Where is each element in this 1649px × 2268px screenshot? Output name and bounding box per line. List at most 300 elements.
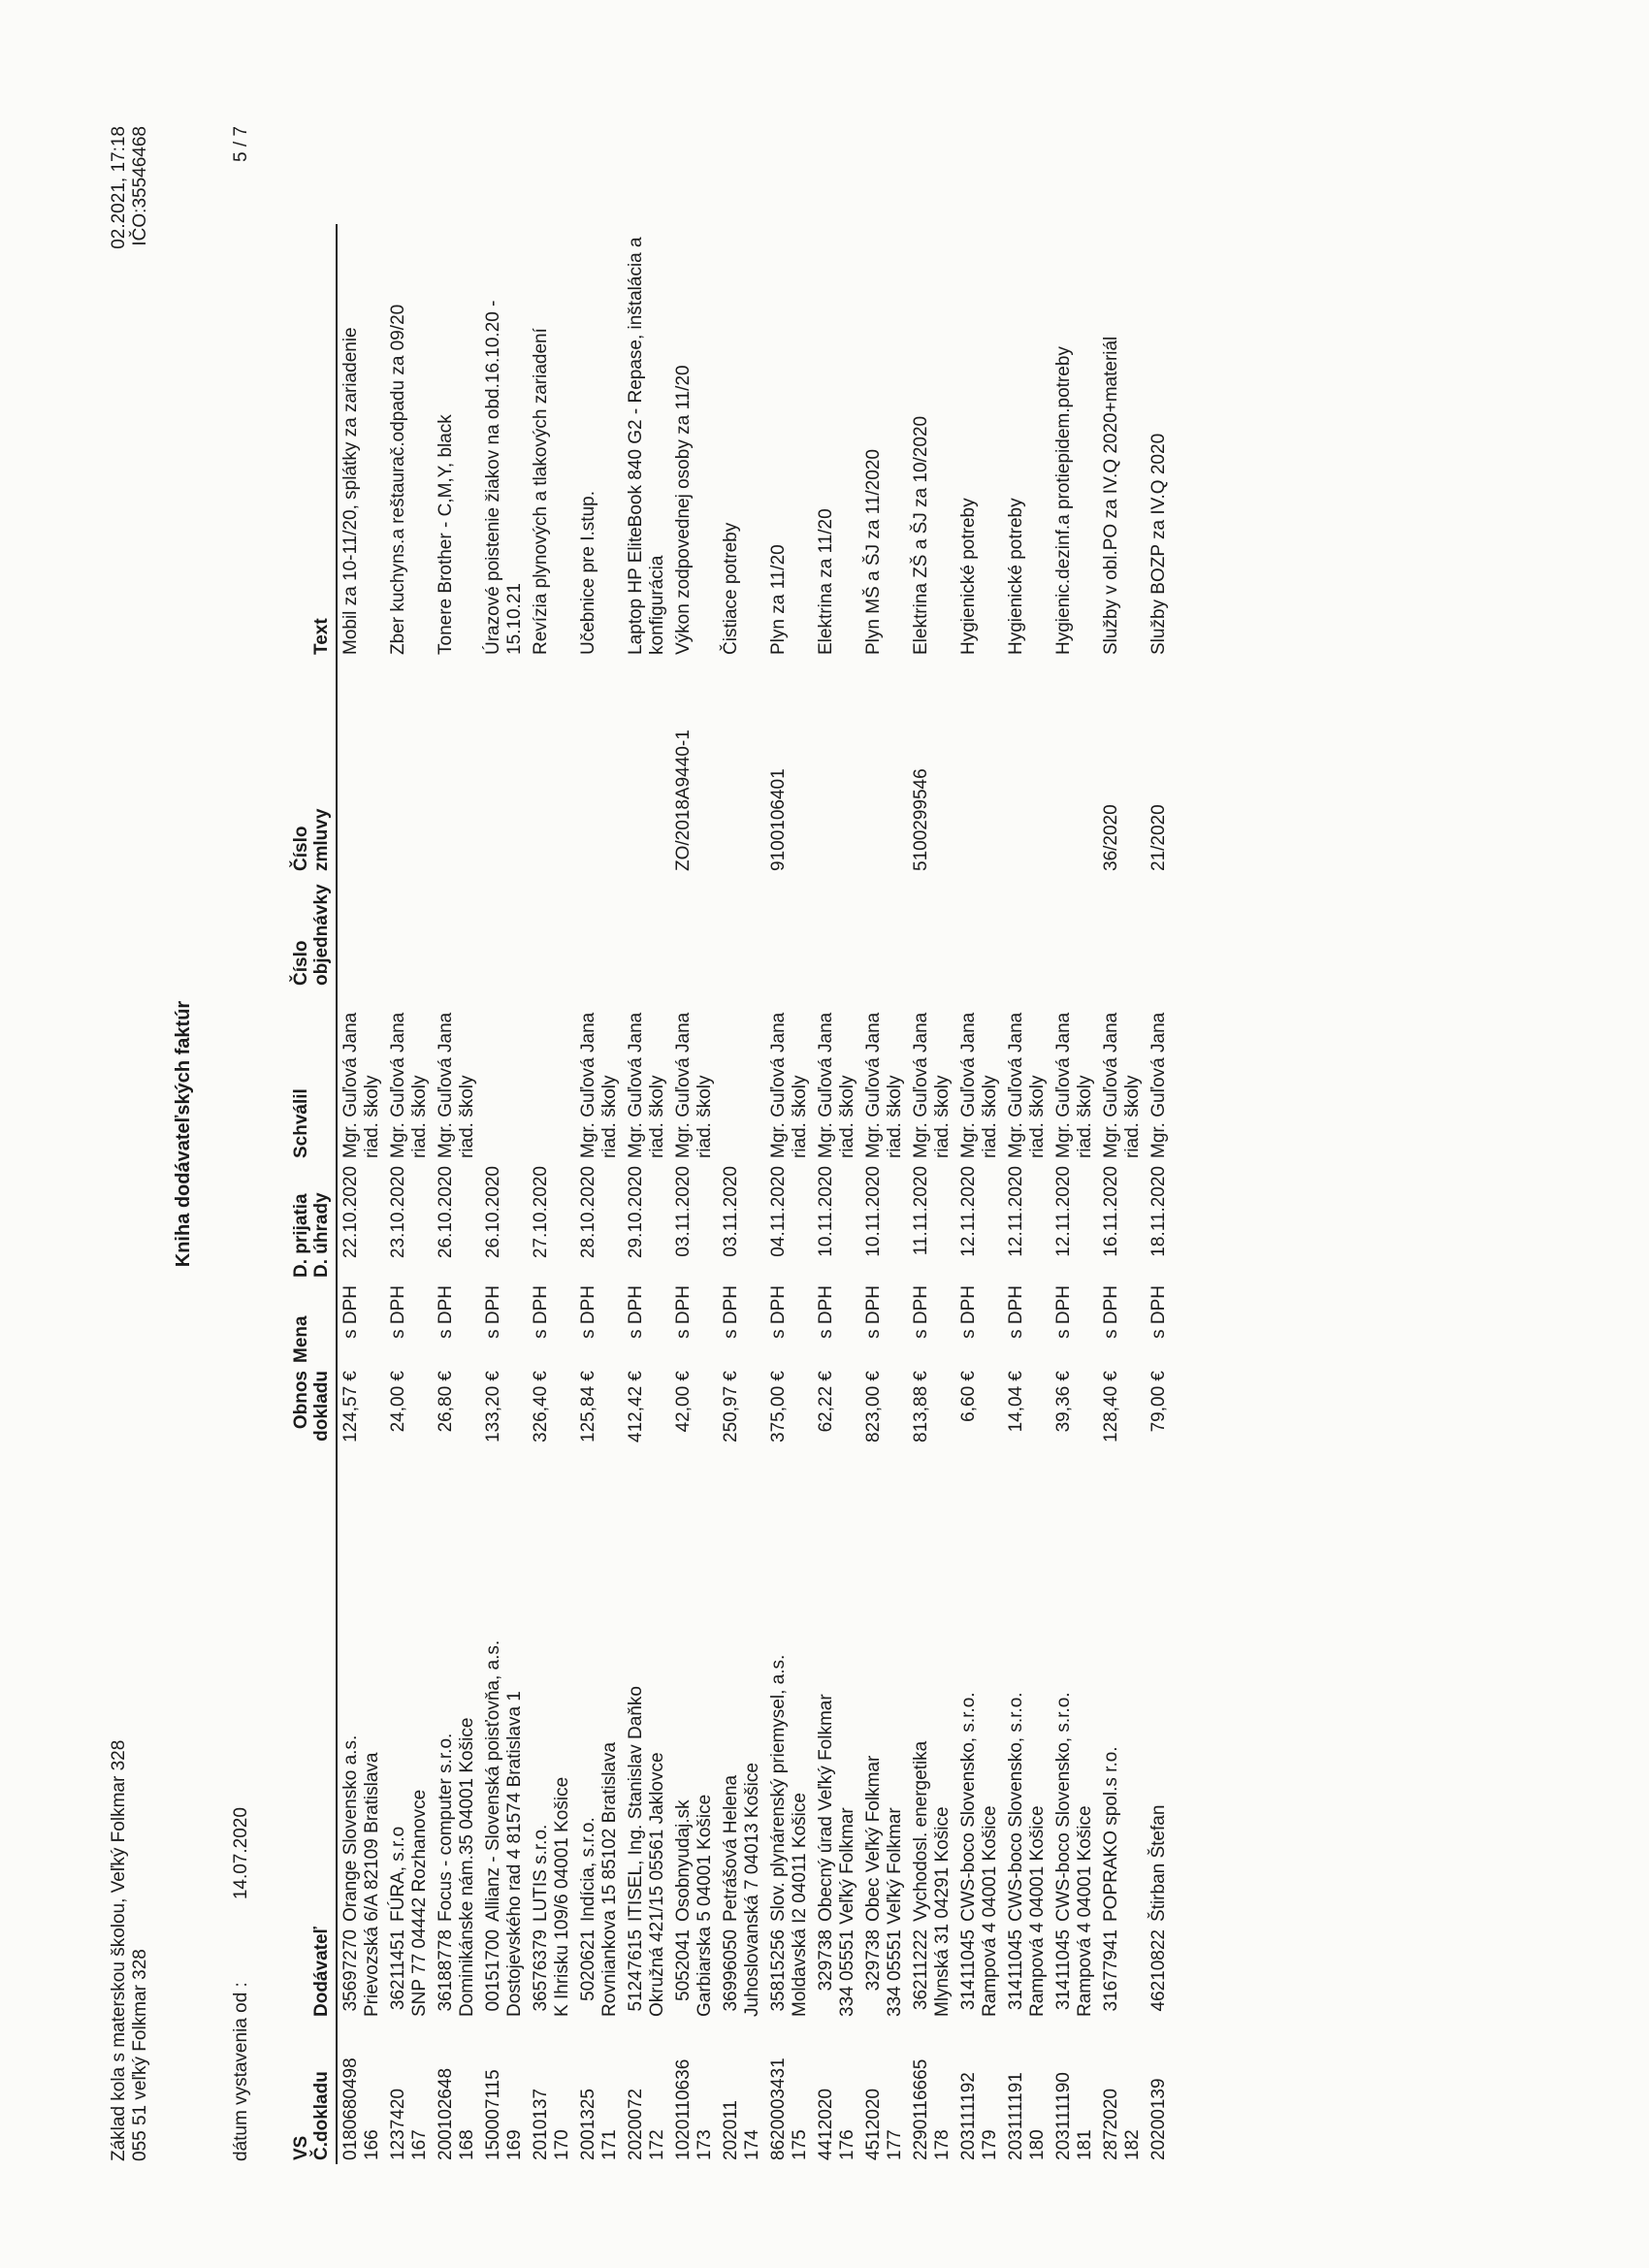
col-amount: Obnos dokladu (291, 1371, 332, 1442)
vs-number: 202011 (721, 2100, 741, 2160)
vs-number: 203111191 (1006, 2072, 1026, 2160)
receipt-date: 27.10.2020 (531, 1166, 551, 1259)
receipt-date: 11.11.2020 (911, 1166, 931, 1256)
supplier-ico: 35697270 (340, 1929, 361, 2012)
description: Elektrina ZŠ a ŠJ za 10/2020 (911, 415, 931, 655)
amount: 813,88 € (911, 1371, 931, 1442)
document-title: Kniha dodávateľských faktúr (173, 1000, 194, 1268)
contract-number: 5100299546 (911, 768, 931, 871)
table-row (1003, 224, 1051, 2164)
amount: 39,36 € (1053, 1371, 1074, 1433)
receipt-date: 26.10.2020 (483, 1166, 503, 1259)
contract-number: 36/2020 (1101, 804, 1121, 871)
amount: 133,20 € (483, 1371, 503, 1442)
amount: 125,84 € (578, 1371, 598, 1442)
amount: 412,42 € (626, 1371, 646, 1442)
supplier-name: Štirban Štefan (1148, 1804, 1169, 1922)
table-row (623, 224, 670, 2164)
supplier-cell (955, 1472, 1003, 2021)
supplier-ico: 35815256 (768, 1929, 789, 2012)
order-number (575, 875, 623, 989)
vs-cell (1146, 2021, 1172, 2164)
supplier-address: SNP 77 04442 Rozhanovce (409, 1789, 430, 2017)
vs-number: 1237420 (388, 2089, 408, 2160)
supplier-name: Slov. plynárenský priemysel, a.s. (768, 1654, 789, 1922)
contract-number: ZO/2018A9440-1 (673, 729, 694, 871)
supplier-cell (860, 1472, 908, 2021)
school-line-1: Základ kola s materskou školou, Veľký Folkmar 328 (109, 1739, 129, 2161)
currency: s DPH (958, 1285, 979, 1339)
approver-role: riad. školy (837, 1075, 857, 1158)
vs-number: 200102648 (436, 2067, 456, 2160)
vs-cell (575, 2021, 623, 2164)
supplier-name: Obecný úrad Veľký Folkmar (816, 1694, 836, 1922)
supplier-address: Dostojevského rad 4 81574 Bratislava 1 (504, 1691, 525, 2017)
approved-by: Mgr. Guľová Jana (816, 1012, 836, 1158)
currency: s DPH (388, 1285, 408, 1339)
doc-number: 178 (932, 2129, 953, 2160)
contract-number (480, 659, 528, 875)
vs-cell (1098, 2021, 1146, 2164)
supplier-ico: 329738 (863, 1929, 884, 1992)
contract-number: 21/2020 (1148, 804, 1169, 871)
vs-number: 20200139 (1148, 2078, 1169, 2160)
amount: 79,00 € (1148, 1371, 1169, 1433)
approver-role: riad. školy (599, 1075, 620, 1158)
table-row (575, 224, 623, 2164)
table-row (860, 224, 908, 2164)
vs-number: 2010137 (531, 2089, 551, 2160)
description: Hygienické potreby (1006, 498, 1026, 655)
order-number (433, 875, 480, 989)
vs-number: 0180680498 (340, 2057, 361, 2160)
doc-number: 169 (504, 2129, 525, 2160)
col-vs: VS Č.dokladu (291, 2071, 332, 2160)
description: Elektrina za 11/20 (816, 508, 836, 655)
doc-number: 172 (647, 2129, 667, 2160)
currency: s DPH (911, 1285, 931, 1339)
approved-cell (765, 989, 813, 1162)
order-number (1003, 875, 1051, 989)
approver-role: riad. školy (1075, 1075, 1095, 1158)
order-number (718, 875, 765, 989)
supplier-cell (1051, 1472, 1098, 2021)
date-filter-value: 14.07.2020 (231, 1807, 251, 1900)
doc-number: 174 (742, 2129, 762, 2160)
approver-role: riad. školy (790, 1075, 810, 1158)
school-address (109, 1740, 151, 2161)
supplier-address: Dominikánske nám.35 04001 Košice (457, 1717, 477, 2017)
vs-cell (1051, 2021, 1098, 2164)
supplier-cell (337, 1472, 385, 2021)
approver-role: riad. školy (932, 1075, 953, 1158)
currency: s DPH (863, 1285, 884, 1339)
contract-number (528, 659, 575, 875)
receipt-date: 16.11.2020 (1101, 1166, 1121, 1257)
doc-number: 170 (552, 2129, 572, 2160)
supplier-ico: 31677941 (1101, 1929, 1121, 2012)
amount: 250,97 € (721, 1371, 741, 1442)
supplier-address: Prievozská 6/A 82109 Bratislava (362, 1752, 382, 2017)
approved-cell (623, 989, 670, 1162)
supplier-ico: 00151700 (483, 1929, 503, 2012)
col-order-number: Číslo objednávky (291, 884, 332, 986)
supplier-name: ITISEL, Ing. Stanislav Daňko (626, 1686, 646, 1922)
supplier-ico: 36211222 (911, 1929, 931, 2011)
supplier-name: CWS-boco Slovensko, s.r.o. (1006, 1692, 1026, 1922)
approved-cell (908, 989, 955, 1162)
approved-by: Mgr. Guľová Jana (863, 1012, 884, 1158)
approved-by: Mgr. Guľová Jana (340, 1012, 361, 1158)
date-filter-label: dátum vystavenia od : (231, 1982, 251, 2161)
approved-cell (528, 989, 575, 1162)
col-currency: Mena (291, 1315, 311, 1363)
supplier-cell (433, 1472, 480, 2021)
col-supplier: Dodávateľ (311, 1927, 332, 2017)
approver-role: riad. školy (885, 1075, 905, 1158)
description: Hygienic.dezinf.a protiepidem.potreby (1053, 346, 1074, 655)
supplier-address: Juhoslovanská 7 04013 Košice (742, 1763, 762, 2017)
doc-number: 168 (457, 2129, 477, 2160)
approved-cell (670, 989, 718, 1162)
description: Plyn MŠ a ŠJ za 11/2020 (863, 449, 884, 655)
vs-number: 1020110636 (673, 2058, 694, 2160)
vs-cell (813, 2021, 860, 2164)
vs-number: 203111192 (958, 2072, 979, 2160)
approver-role: riad. školy (1122, 1075, 1143, 1158)
currency: s DPH (673, 1285, 694, 1339)
doc-number: 176 (837, 2129, 857, 2160)
order-number (813, 875, 860, 989)
supplier-ico: 36211451 (388, 1929, 408, 2011)
supplier-name: Obec Veľký Folkmar (863, 1755, 884, 1922)
table-row (337, 224, 385, 2164)
description: Služby BOZP za IV.Q 2020 (1148, 433, 1169, 655)
table-row (955, 224, 1003, 2164)
supplier-address: Okružná 421/15 05561 Jaklovce (647, 1752, 667, 2017)
currency: s DPH (340, 1285, 361, 1339)
doc-number: 180 (1027, 2129, 1048, 2160)
approved-by: Mgr. Guľová Jana (1101, 1012, 1121, 1158)
approved-by: Mgr. Guľová Jana (626, 1012, 646, 1158)
supplier-address: Moldavská I2 04011 Košice (790, 1793, 810, 2017)
doc-number: 173 (695, 2129, 715, 2160)
currency: s DPH (1148, 1285, 1169, 1339)
vs-number: 2020072 (626, 2089, 646, 2160)
contract-number (385, 659, 433, 875)
description: Výkon zodpovednej osoby za 11/20 (673, 365, 694, 655)
approved-cell (1003, 989, 1051, 1162)
supplier-address: 334 05551 Veľký Folkmar (885, 1807, 905, 2017)
supplier-name: LUTIS s.r.o. (531, 1824, 551, 1922)
vs-cell (670, 2021, 718, 2164)
supplier-cell (1146, 1472, 1172, 2021)
vs-cell (385, 2021, 433, 2164)
print-datetime: 02.2021, 17:18 (109, 126, 129, 249)
description: Laptop HP EliteBook 840 G2 - Repase, inštalácia a konfigurácia (626, 237, 667, 655)
supplier-address: K Ihrisku 109/6 04001 Košice (552, 1776, 572, 2017)
approver-role: riad. školy (1027, 1075, 1048, 1158)
supplier-ico: 329738 (816, 1929, 836, 1992)
currency: s DPH (1006, 1285, 1026, 1339)
currency: s DPH (1053, 1285, 1074, 1339)
supplier-cell (908, 1472, 955, 2021)
approved-cell (813, 989, 860, 1162)
contract-number (718, 659, 765, 875)
table-row (718, 224, 765, 2164)
table-row (1146, 224, 1172, 2164)
contract-number (955, 659, 1003, 875)
approver-role: riad. školy (457, 1075, 477, 1158)
supplier-cell (1098, 1472, 1146, 2021)
col-contract-number: Číslo zmluvy (291, 808, 332, 871)
supplier-ico: 5020621 (578, 1929, 598, 2001)
vs-number: 150007115 (483, 2069, 503, 2160)
approved-cell (480, 989, 528, 1162)
approved-cell (433, 989, 480, 1162)
approved-cell (1051, 989, 1098, 1162)
receipt-date: 03.11.2020 (673, 1166, 694, 1257)
vs-number: 2001325 (578, 2089, 598, 2160)
table-row (528, 224, 575, 2164)
approved-cell (575, 989, 623, 1162)
amount: 26,80 € (436, 1371, 456, 1433)
approved-cell (1098, 989, 1146, 1162)
vs-number: 2290116665 (911, 2058, 931, 2160)
table-header (291, 224, 337, 2164)
receipt-date: 10.11.2020 (863, 1166, 884, 1257)
vs-cell (860, 2021, 908, 2164)
receipt-date: 23.10.2020 (388, 1166, 408, 1259)
order-number (480, 875, 528, 989)
approved-by: Mgr. Guľová Jana (958, 1012, 979, 1158)
supplier-ico: 5052041 (673, 1929, 694, 2001)
supplier-address: Garbiarska 5 04001 Košice (695, 1794, 715, 2017)
receipt-date: 03.11.2020 (721, 1166, 741, 1257)
supplier-cell (528, 1472, 575, 2021)
approved-cell (860, 989, 908, 1162)
contract-number (575, 659, 623, 875)
approver-role: riad. školy (980, 1075, 1000, 1158)
receipt-date: 04.11.2020 (768, 1166, 789, 1257)
currency: s DPH (721, 1285, 741, 1339)
amount: 124,57 € (340, 1371, 361, 1442)
table-row (813, 224, 860, 2164)
approved-by: Mgr. Guľová Jana (673, 1012, 694, 1158)
order-number (1146, 875, 1172, 989)
description: Zber kuchyns.a reštaurač.odpadu za 09/20 (388, 304, 408, 655)
currency: s DPH (483, 1285, 503, 1339)
vs-cell (718, 2021, 765, 2164)
supplier-name: FÚRA, s.r.o (388, 1826, 408, 1922)
receipt-date: 29.10.2020 (626, 1166, 646, 1259)
amount: 375,00 € (768, 1371, 789, 1442)
approved-cell (718, 989, 765, 1162)
amount: 128,40 € (1101, 1371, 1121, 1442)
table-row (480, 224, 528, 2164)
order-number (908, 875, 955, 989)
supplier-cell (575, 1472, 623, 2021)
supplier-name: Vychodosl. energetika (911, 1740, 931, 1922)
supplier-address: Mlynská 31 04291 Košice (932, 1806, 953, 2017)
doc-number: 182 (1122, 2129, 1143, 2160)
amount: 42,00 € (673, 1371, 694, 1433)
supplier-address: Rampová 4 04001 Košice (1075, 1805, 1095, 2017)
receipt-date: 26.10.2020 (436, 1166, 456, 1259)
table-row (433, 224, 480, 2164)
supplier-cell (765, 1472, 813, 2021)
supplier-name: Osobnyudaj.sk (673, 1799, 694, 1922)
description: Tonere Brother - C,M,Y, black (436, 414, 456, 655)
description: Revízia plynových a tlakových zariadení (531, 328, 551, 655)
supplier-ico: 31411045 (958, 1929, 979, 2011)
order-number (955, 875, 1003, 989)
doc-number: 175 (790, 2129, 810, 2160)
receipt-date: 28.10.2020 (578, 1166, 598, 1259)
table-row (908, 224, 955, 2164)
table-body (337, 224, 1172, 2164)
approver-role: riad. školy (695, 1075, 715, 1158)
approved-by: Mgr. Guľová Jana (388, 1012, 408, 1158)
approver-role: riad. školy (362, 1075, 382, 1158)
approved-by: Mgr. Guľová Jana (911, 1012, 931, 1158)
currency: s DPH (1101, 1285, 1121, 1339)
receipt-date: 22.10.2020 (340, 1166, 361, 1259)
table-row (1051, 224, 1098, 2164)
supplier-name: Focus - computer s.r.o. (436, 1733, 456, 1922)
vs-number: 4512020 (863, 2089, 884, 2160)
approved-by: Mgr. Guľová Jana (578, 1012, 598, 1158)
doc-number: 166 (362, 2129, 382, 2160)
approved-cell (385, 989, 433, 1162)
receipt-date: 18.11.2020 (1148, 1166, 1169, 1257)
supplier-ico: 36576379 (531, 1929, 551, 2012)
vs-number: 4412020 (816, 2089, 836, 2160)
receipt-date: 12.11.2020 (958, 1166, 979, 1257)
currency: s DPH (768, 1285, 789, 1339)
amount: 24,00 € (388, 1371, 408, 1433)
approved-cell (1146, 989, 1172, 1162)
currency: s DPH (578, 1285, 598, 1339)
order-number (385, 875, 433, 989)
order-number (528, 875, 575, 989)
order-number (860, 875, 908, 989)
amount: 326,40 € (531, 1371, 551, 1442)
order-number (670, 875, 718, 989)
order-number (623, 875, 670, 989)
doc-number: 167 (409, 2129, 430, 2160)
approved-cell (955, 989, 1003, 1162)
table-row (765, 224, 813, 2164)
table-row (670, 224, 718, 2164)
description: Mobil za 10-11/20, splátky za zariadenie (340, 327, 361, 655)
supplier-cell (813, 1472, 860, 2021)
description: Učebnice pre I.stup. (578, 491, 598, 655)
doc-number: 181 (1075, 2129, 1095, 2160)
approver-role: riad. školy (647, 1075, 667, 1158)
vs-cell (433, 2021, 480, 2164)
order-number (337, 875, 385, 989)
approved-cell (337, 989, 385, 1162)
print-info (109, 126, 151, 249)
approver-role: riad. školy (409, 1075, 430, 1158)
supplier-address: Rampová 4 04001 Košice (1027, 1805, 1048, 2017)
approved-by: Mgr. Guľová Jana (1006, 1012, 1026, 1158)
contract-number (860, 659, 908, 875)
ico-number: IČO:35546468 (130, 126, 150, 246)
vs-number: 203111190 (1053, 2072, 1074, 2160)
supplier-name: CWS-boco Slovensko, s.r.o. (1053, 1692, 1074, 1922)
approved-by: Mgr. Guľová Jana (768, 1012, 789, 1158)
supplier-address: Rovniankova 15 85102 Bratislava (599, 1741, 620, 2017)
supplier-cell (670, 1472, 718, 2021)
amount: 6,60 € (958, 1371, 979, 1422)
receipt-date: 10.11.2020 (816, 1166, 836, 1257)
currency: s DPH (626, 1285, 646, 1339)
description: Plyn za 11/20 (768, 544, 789, 655)
description: Čistiace potreby (721, 522, 741, 655)
order-number (1051, 875, 1098, 989)
date-filter (231, 1807, 252, 2161)
description: Úrazové poistenie žiakov na obd.16.10.20 - 15.10.21 (483, 300, 525, 655)
supplier-cell (480, 1472, 528, 2021)
supplier-cell (623, 1472, 670, 2021)
order-number (1098, 875, 1146, 989)
approved-by: Mgr. Guľová Jana (1148, 1012, 1169, 1158)
doc-number: 171 (599, 2129, 620, 2160)
vs-cell (765, 2021, 813, 2164)
supplier-ico: 46210822 (1148, 1929, 1169, 2012)
supplier-ico: 31411045 (1053, 1929, 1074, 2011)
amount: 14,04 € (1006, 1371, 1026, 1433)
amount: 62,22 € (816, 1371, 836, 1433)
supplier-ico: 31411045 (1006, 1929, 1026, 2011)
description: Hygienické potreby (958, 498, 979, 655)
contract-number: 9100106401 (768, 768, 789, 871)
approved-by: Mgr. Guľová Jana (436, 1012, 456, 1158)
receipt-date: 12.11.2020 (1053, 1166, 1074, 1257)
contract-number (1003, 659, 1051, 875)
vs-cell (623, 2021, 670, 2164)
supplier-ico: 51247615 (626, 1929, 646, 2012)
amount: 823,00 € (863, 1371, 884, 1442)
vs-cell (528, 2021, 575, 2164)
contract-number (433, 659, 480, 875)
vs-cell (480, 2021, 528, 2164)
col-dates: D. prijatia D. úhrady (291, 1192, 332, 1278)
contract-number (813, 659, 860, 875)
currency: s DPH (436, 1285, 456, 1339)
supplier-address: 334 05551 Veľký Folkmar (837, 1807, 857, 2017)
school-line-2: 055 51 veľký Folkmar 328 (130, 1949, 150, 2161)
vs-cell (955, 2021, 1003, 2164)
supplier-ico: 36188778 (436, 1929, 456, 2012)
table-row (1098, 224, 1146, 2164)
vs-number: 8620003431 (768, 2057, 789, 2160)
col-approved: Schválil (291, 1088, 311, 1158)
doc-number: 179 (980, 2129, 1000, 2160)
supplier-name: Allianz - Slovenská poisťovňa, a.s. (483, 1639, 503, 1922)
description: Služby v obl.PO za IV.Q 2020+materiál (1101, 336, 1121, 655)
doc-number: 177 (885, 2129, 905, 2160)
currency: s DPH (816, 1285, 836, 1339)
receipt-date: 12.11.2020 (1006, 1166, 1026, 1257)
contract-number (623, 659, 670, 875)
vs-cell (1003, 2021, 1051, 2164)
vs-cell (337, 2021, 385, 2164)
supplier-name: Petrášová Helena (721, 1774, 741, 1922)
supplier-cell (1003, 1472, 1051, 2021)
